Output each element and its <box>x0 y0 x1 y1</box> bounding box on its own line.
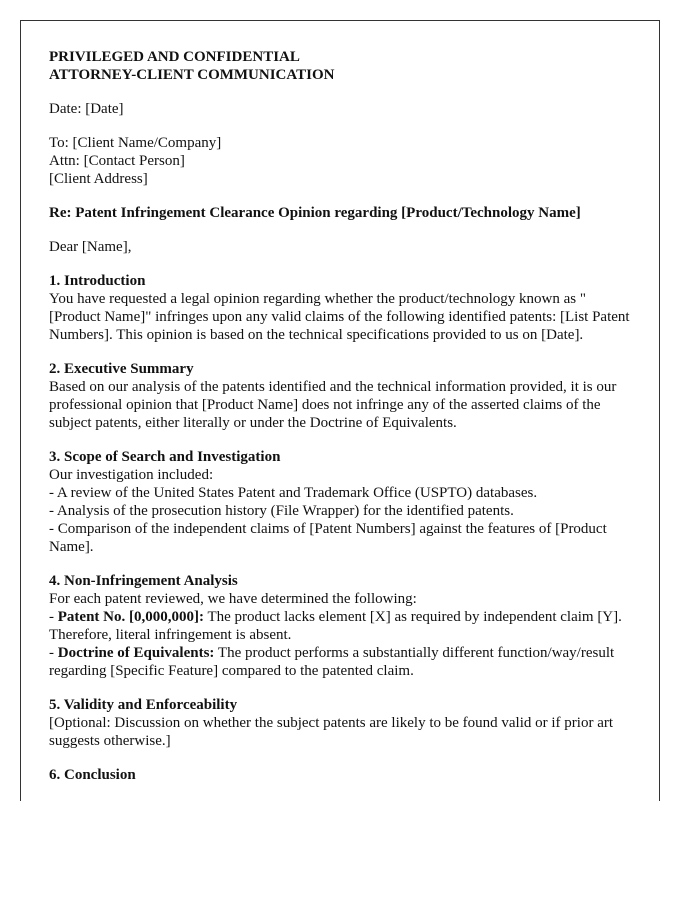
list-item: - Comparison of the independent claims of [Patent Numbers] against the features of [Product Name]. <box>49 521 607 555</box>
item-prefix: - <box>49 645 58 661</box>
recipient-attn: Attn: [Contact Person] <box>49 153 185 169</box>
section-intro: For each patent reviewed, we have determined the following: <box>49 591 417 607</box>
section-heading: 4. Non-Infringement Analysis <box>49 573 238 589</box>
item-text: The product performs a substantially different function/way/result regarding [Specific Feature] compared to the patented claim. <box>49 645 615 679</box>
section-scope <box>49 448 631 556</box>
recipient-to: To: [Client Name/Company] <box>49 135 222 151</box>
section-heading: 1. Introduction <box>49 273 146 289</box>
list-item: - A review of the United States Patent and Trademark Office (USPTO) databases. <box>49 485 538 501</box>
section-heading: 3. Scope of Search and Investigation <box>49 449 281 465</box>
item-label: Patent No. [0,000,000]: <box>57 609 204 625</box>
confidential-header <box>49 48 631 84</box>
item-prefix: - <box>49 609 58 625</box>
salutation: Dear [Name], <box>49 239 132 255</box>
section-non-infringement <box>49 572 631 680</box>
item-text: The product lacks element [X] as required by independent claim [Y]. Therefore, literal infringement is absent. <box>49 609 622 643</box>
list-item <box>49 644 631 680</box>
date-line: Date: [Date] <box>49 101 124 117</box>
section-body: Based on our analysis of the patents identified and the technical information provided, it is our professional opinion that [Product Name] does not infringe any of the asserted claims of the subject patents, either literally or under the Doctrine of Equivalents. <box>49 379 617 431</box>
section-executive-summary <box>49 360 631 432</box>
section-body: You have requested a legal opinion regarding whether the product/technology known as "[Product Name]" infringes upon any valid claims of the following identified patents: [List Patent Numbers]. This opinion is based on the technical specifications provided to us on [Date]. <box>49 291 630 343</box>
list-item: - Analysis of the prosecution history (File Wrapper) for the identified patents. <box>49 503 514 519</box>
recipient-block <box>49 134 631 188</box>
item-label: Doctrine of Equivalents: <box>57 645 215 661</box>
header-line-2: ATTORNEY-CLIENT COMMUNICATION <box>49 67 335 83</box>
section-intro: Our investigation included: <box>49 467 214 483</box>
section-body: [Optional: Discussion on whether the subject patents are likely to be found valid or if prior art suggests otherwise.] <box>49 715 614 749</box>
section-heading: 2. Executive Summary <box>49 361 194 377</box>
section-conclusion <box>49 766 631 784</box>
recipient-address: [Client Address] <box>49 171 148 187</box>
section-heading: 6. Conclusion <box>49 767 136 783</box>
letter-page <box>20 20 660 801</box>
header-line-1: PRIVILEGED AND CONFIDENTIAL <box>49 49 300 65</box>
list-item <box>49 608 631 644</box>
section-heading: 5. Validity and Enforceability <box>49 697 238 713</box>
subject-line: Re: Patent Infringement Clearance Opinion regarding [Product/Technology Name] <box>49 205 581 221</box>
section-introduction <box>49 272 631 344</box>
section-validity <box>49 696 631 750</box>
